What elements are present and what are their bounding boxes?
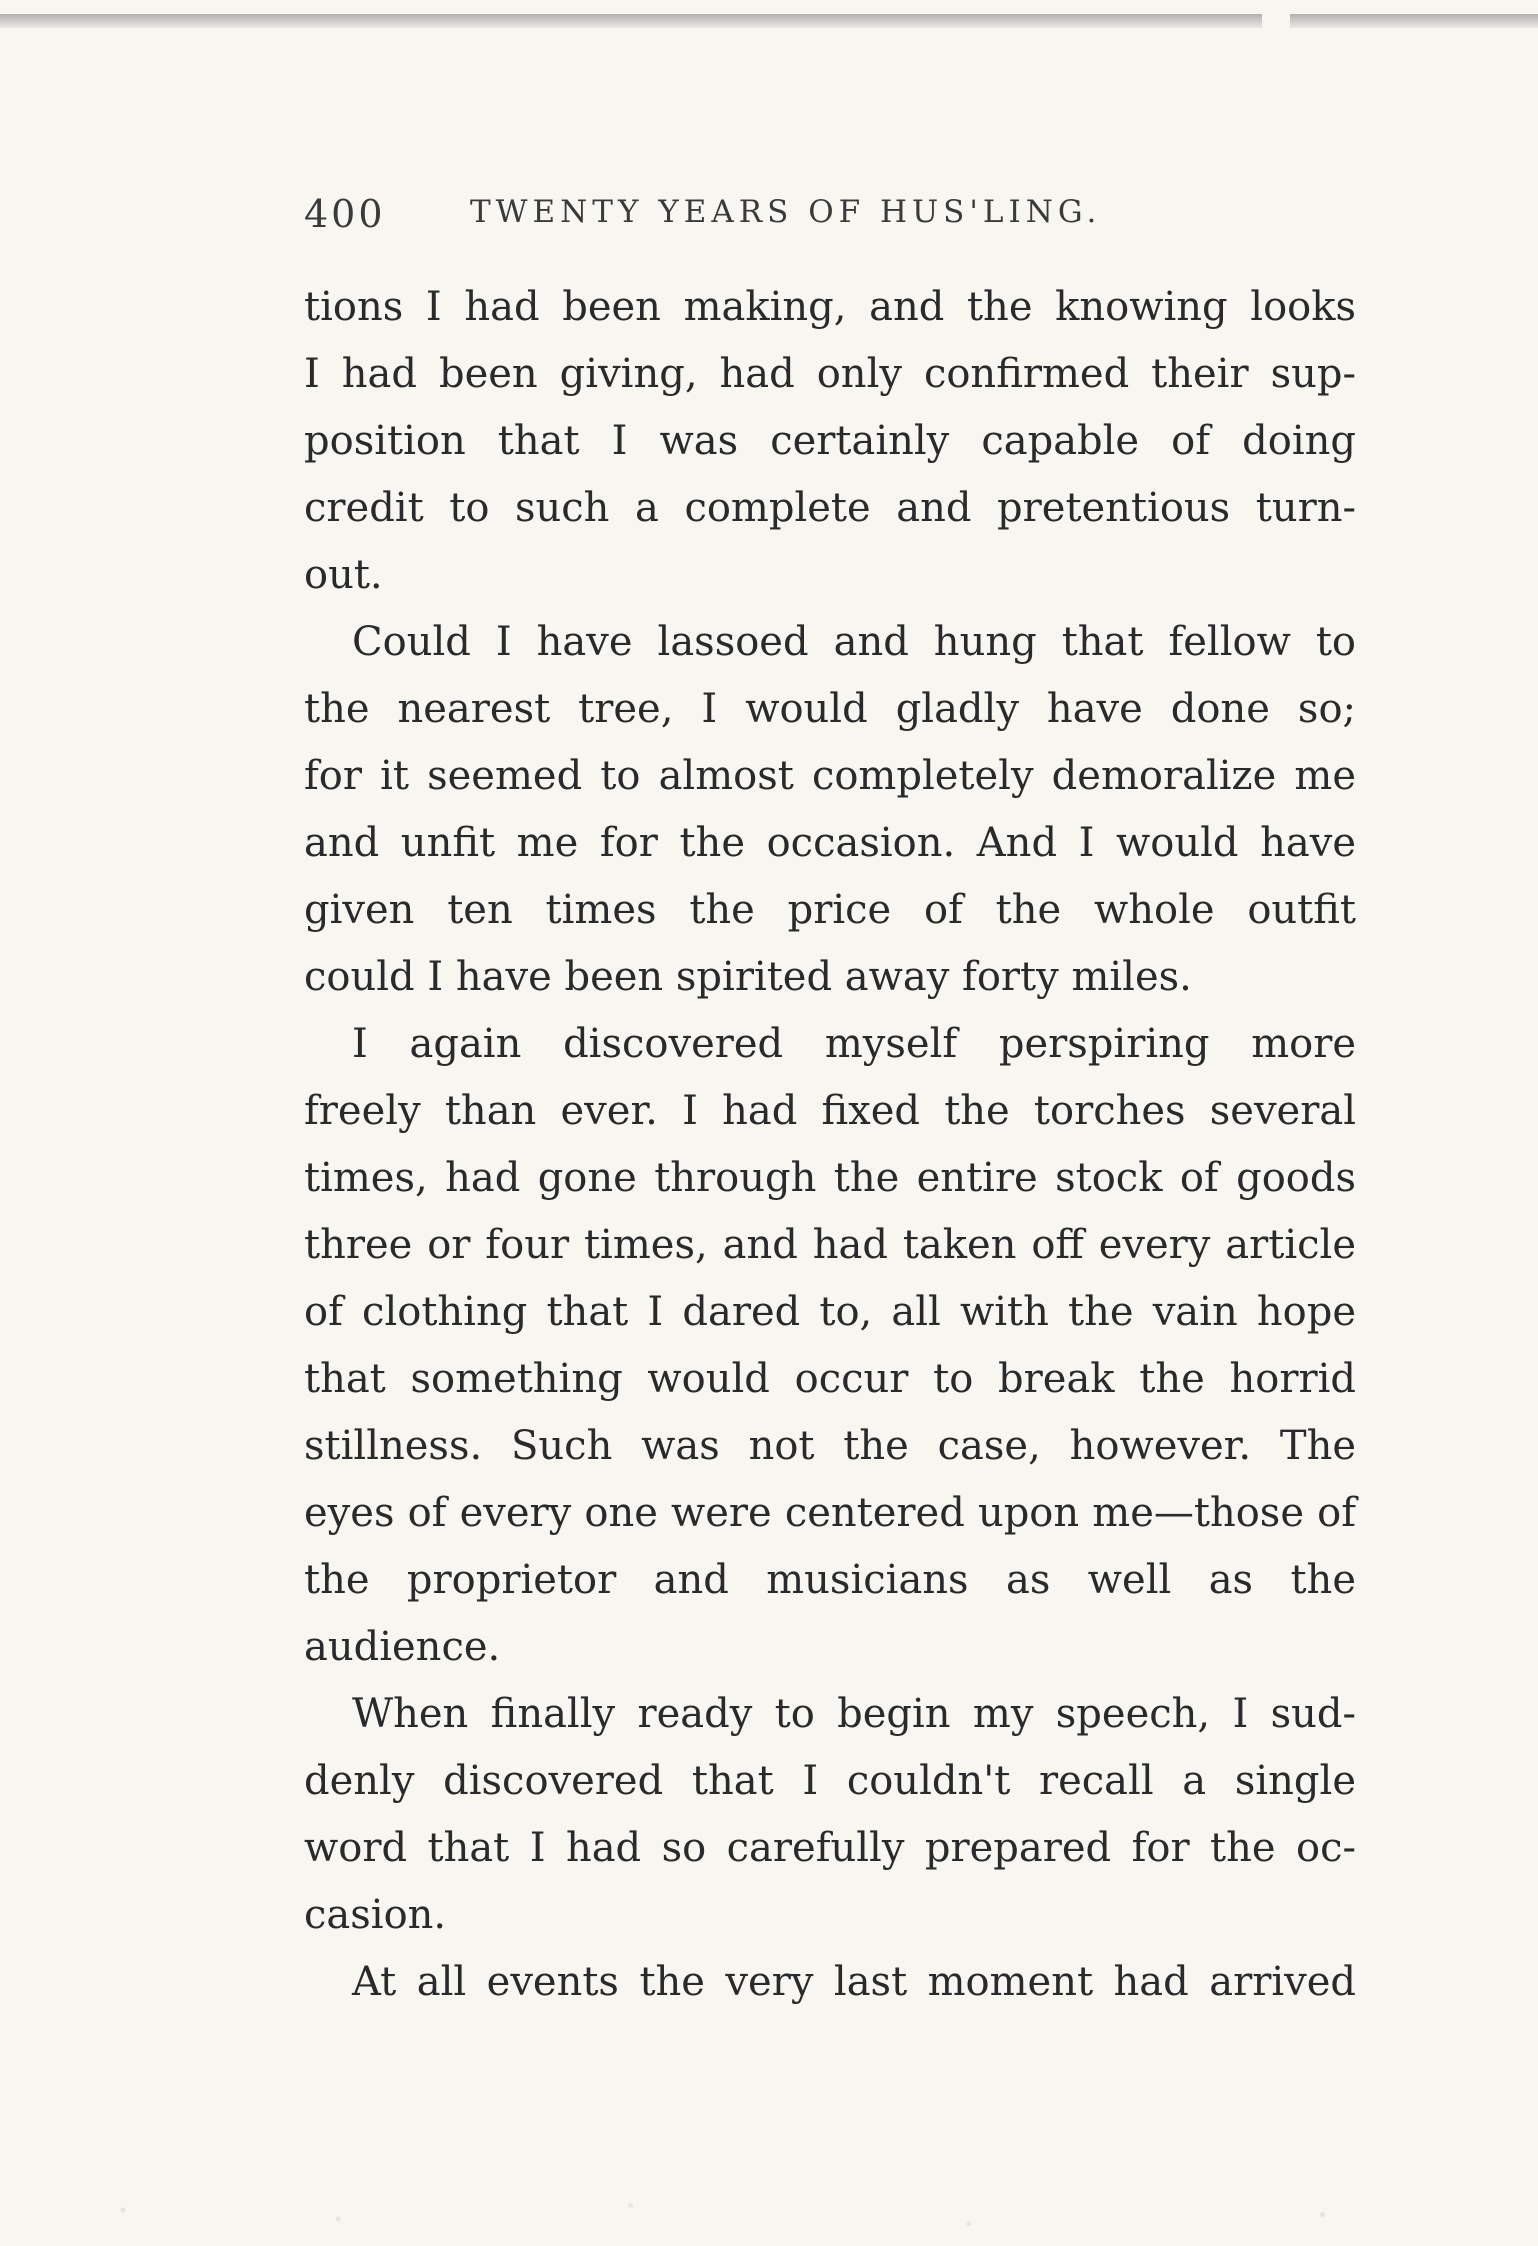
text-line: word that I had so carefully prepared for the oc- (304, 1825, 1356, 1871)
text-line: Could I have lassoed and hung that fellow to (352, 619, 1356, 665)
running-title: TWENTY YEARS OF HUS'LING. (470, 194, 1102, 230)
paragraph (304, 1949, 1356, 2016)
body-text (304, 274, 1356, 2016)
text-line: could I have been spirited away forty miles. (304, 954, 1192, 1000)
paragraph (304, 1681, 1356, 1949)
text-line: the proprietor and musicians as well as the (304, 1557, 1356, 1603)
text-line: the nearest tree, I would gladly have done so; (304, 686, 1356, 732)
text-line: and unfit me for the occasion. And I would have (304, 820, 1356, 866)
text-line: I again discovered myself perspiring more (352, 1021, 1356, 1067)
text-line: times, had gone through the entire stock of goods (304, 1155, 1356, 1201)
page-bottom-speckle (0, 2156, 1538, 2246)
page-top-edge (0, 14, 1538, 28)
text-line: I had been giving, had only confirmed their sup- (304, 351, 1356, 397)
text-line: denly discovered that I couldn't recall a single (304, 1758, 1356, 1804)
text-line: position that I was certainly capable of doing (304, 418, 1356, 464)
text-line: credit to such a complete and pretentious turn- (304, 485, 1356, 531)
page-number: 400 (304, 192, 386, 236)
text-line: When finally ready to begin my speech, I sud- (352, 1691, 1356, 1737)
text-line: At all events the very last moment had arrived (352, 1959, 1356, 2005)
text-line: given ten times the price of the whole outfit (304, 887, 1356, 933)
text-line: for it seemed to almost completely demoralize me (304, 753, 1356, 799)
page-top-edge-gap (1262, 10, 1290, 32)
page-header (304, 186, 1364, 246)
text-line: stillness. Such was not the case, however. The (304, 1423, 1356, 1469)
paragraph (304, 609, 1356, 1011)
text-line: freely than ever. I had fixed the torches several (304, 1088, 1356, 1134)
text-line: three or four times, and had taken off every article (304, 1222, 1356, 1268)
paragraph (304, 1011, 1356, 1681)
text-line: audience. (304, 1624, 501, 1670)
text-line: casion. (304, 1892, 447, 1938)
text-line: eyes of every one were centered upon me—those of (304, 1490, 1356, 1536)
text-line: that something would occur to break the horrid (304, 1356, 1356, 1402)
text-line: of clothing that I dared to, all with the vain hope (304, 1289, 1356, 1335)
text-line: tions I had been making, and the knowing looks (304, 284, 1356, 330)
paragraph (304, 274, 1356, 609)
text-line: out. (304, 552, 383, 598)
